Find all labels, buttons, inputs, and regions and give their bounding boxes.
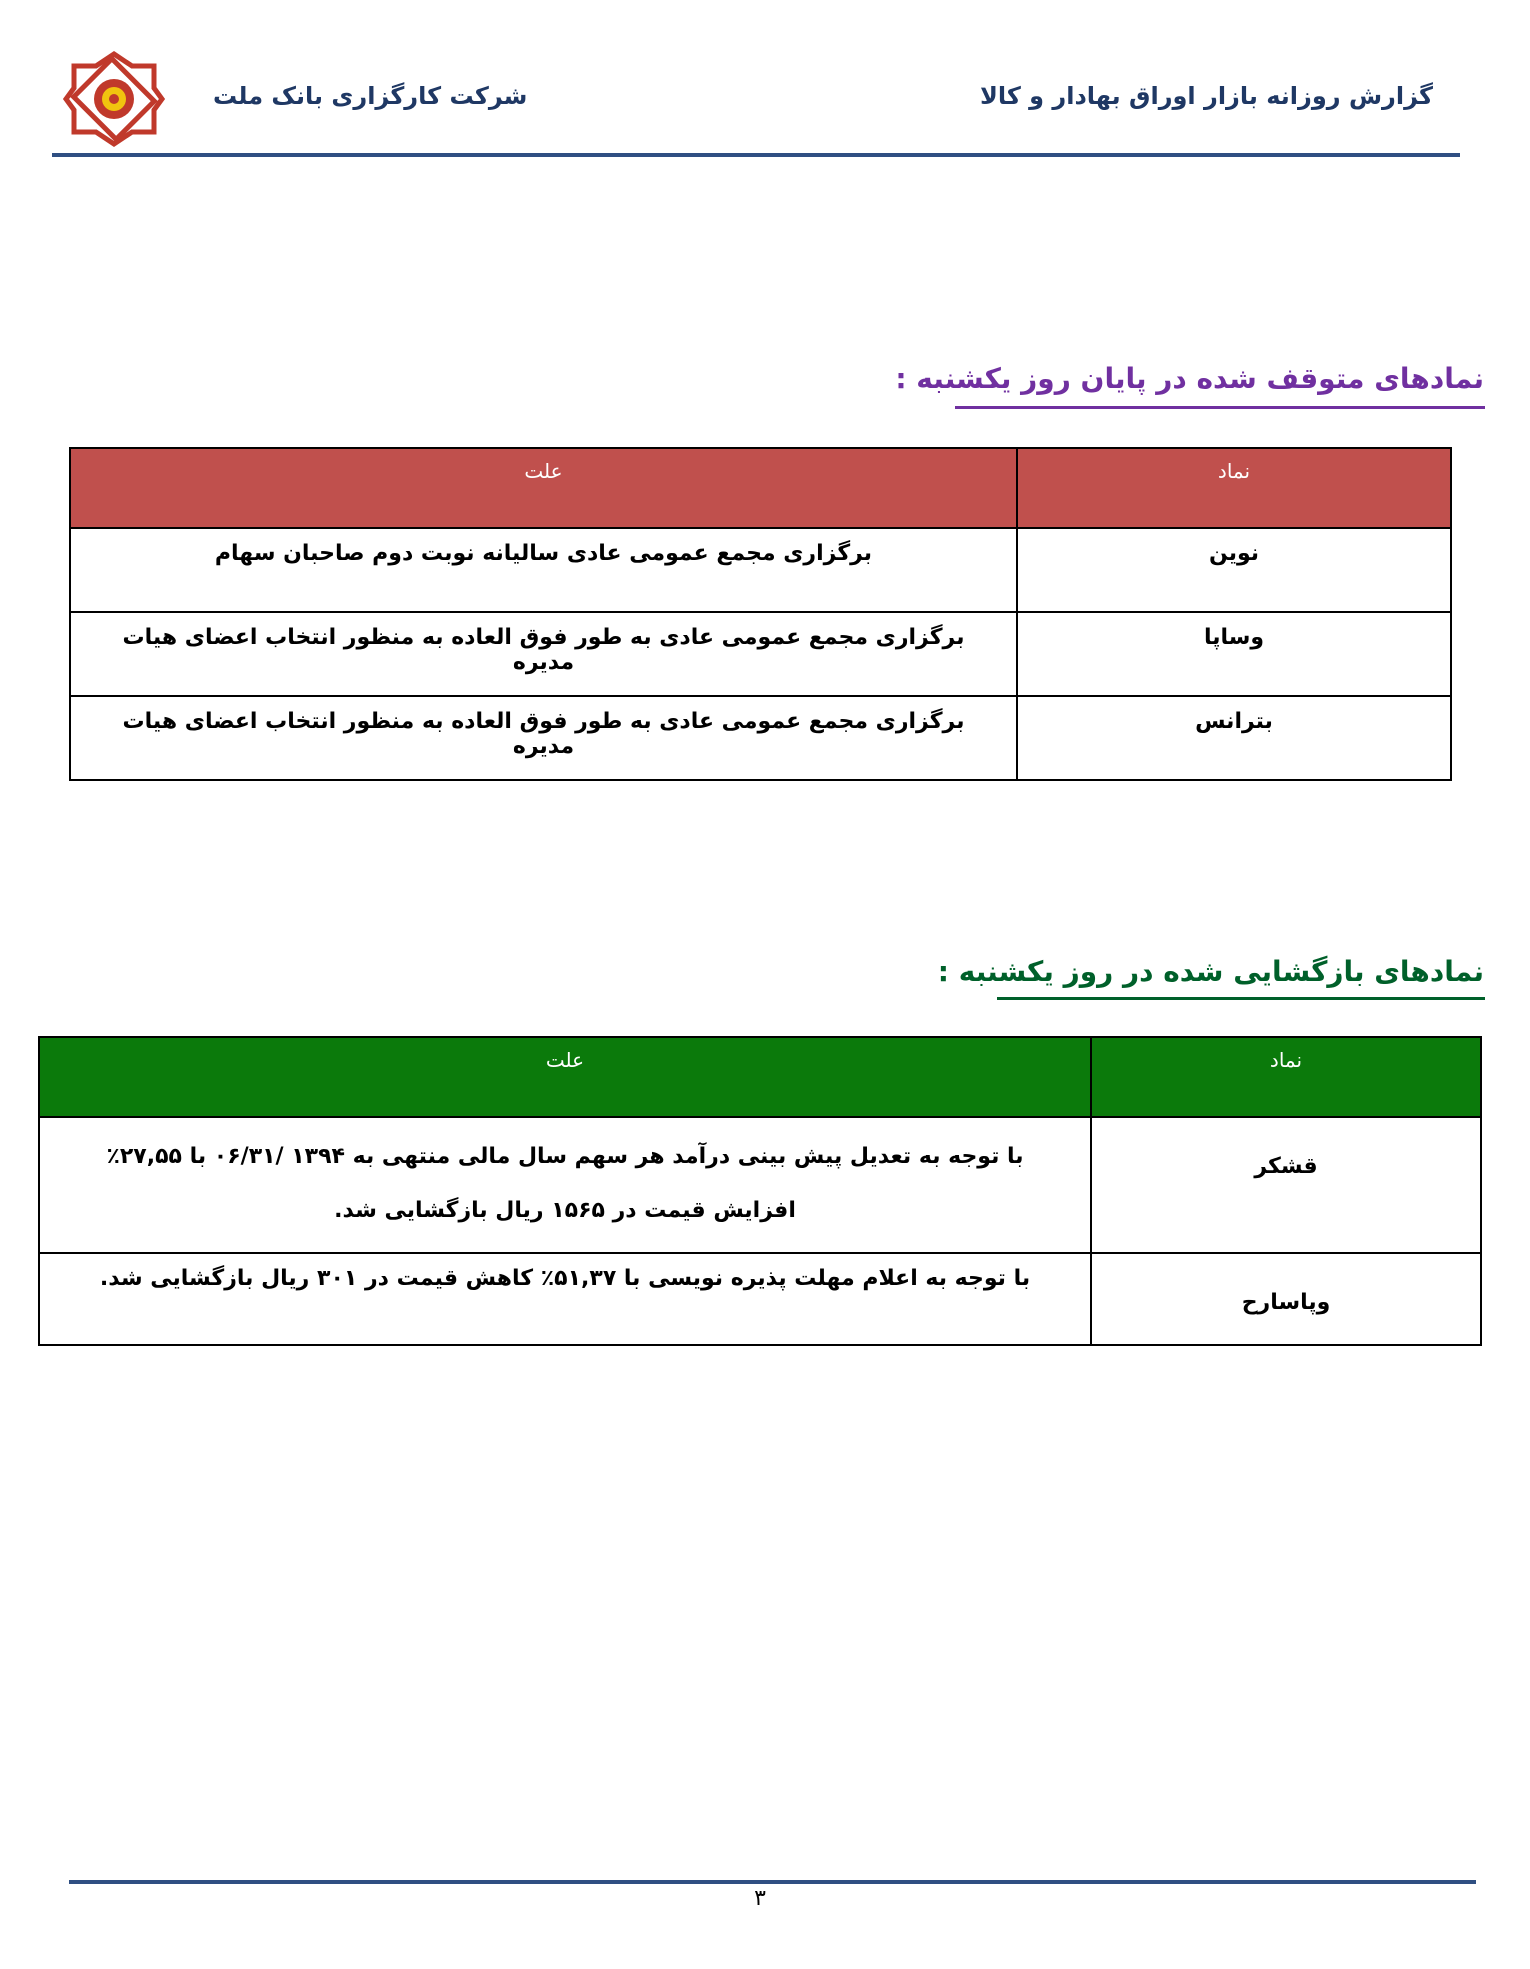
reopened-symbols-table: [38, 1036, 1482, 1346]
column-header-reason: علت: [39, 1037, 1091, 1117]
reason-cell: برگزاری مجمع عمومی عادی سالیانه نوبت دوم صاحبان سهام: [70, 528, 1017, 612]
symbol-cell: وساپا: [1017, 612, 1451, 696]
symbol-cell: قشکر: [1091, 1117, 1481, 1253]
suspended-symbols-table: [69, 447, 1452, 781]
suspended-section-title: نمادهای متوقف شده در پایان روز یکشنبه :: [895, 362, 1484, 395]
reason-cell: برگزاری مجمع عمومی عادی به طور فوق العاده به منظور انتخاب اعضای هیات مدیره: [70, 696, 1017, 780]
suspended-title-underline: [955, 406, 1485, 409]
page-number: ۳: [754, 1886, 766, 1911]
reason-cell: با توجه به تعدیل پیش بینی درآمد هر سهم سال مالی منتهی به ۱۳۹۴ /۰۶/۳۱ با ۲۷,۵۵٪ افزایش قیمت در ۱۵۶۵ ریال بازگشایی شد.: [39, 1117, 1091, 1253]
reopened-title-underline: [997, 997, 1485, 1000]
reason-cell: با توجه به اعلام مهلت پذیره نویسی با ۵۱,۳۷٪ کاهش قیمت در ۳۰۱ ریال بازگشایی شد.: [39, 1253, 1091, 1345]
symbol-cell: نوین: [1017, 528, 1451, 612]
table-row: [70, 612, 1451, 696]
symbol-cell: بترانس: [1017, 696, 1451, 780]
symbol-cell: وپاسارح: [1091, 1253, 1481, 1345]
table-row: [39, 1253, 1481, 1345]
header-divider: [52, 153, 1460, 157]
table-header-row: [70, 448, 1451, 528]
footer-divider: [69, 1880, 1476, 1884]
column-header-symbol: نماد: [1017, 448, 1451, 528]
table-row: [70, 528, 1451, 612]
column-header-reason: علت: [70, 448, 1017, 528]
reason-cell: برگزاری مجمع عمومی عادی به طور فوق العاده به منظور انتخاب اعضای هیات مدیره: [70, 612, 1017, 696]
bank-mellat-logo: [62, 50, 166, 148]
table-row: [39, 1117, 1481, 1253]
report-title: گزارش روزانه بازار اوراق بهادار و کالا: [979, 82, 1433, 110]
column-header-symbol: نماد: [1091, 1037, 1481, 1117]
company-name: شرکت کارگزاری بانک ملت: [213, 82, 528, 110]
table-row: [70, 696, 1451, 780]
table-header-row: [39, 1037, 1481, 1117]
reopened-section-title: نمادهای بازگشایی شده در روز یکشنبه :: [937, 955, 1484, 988]
